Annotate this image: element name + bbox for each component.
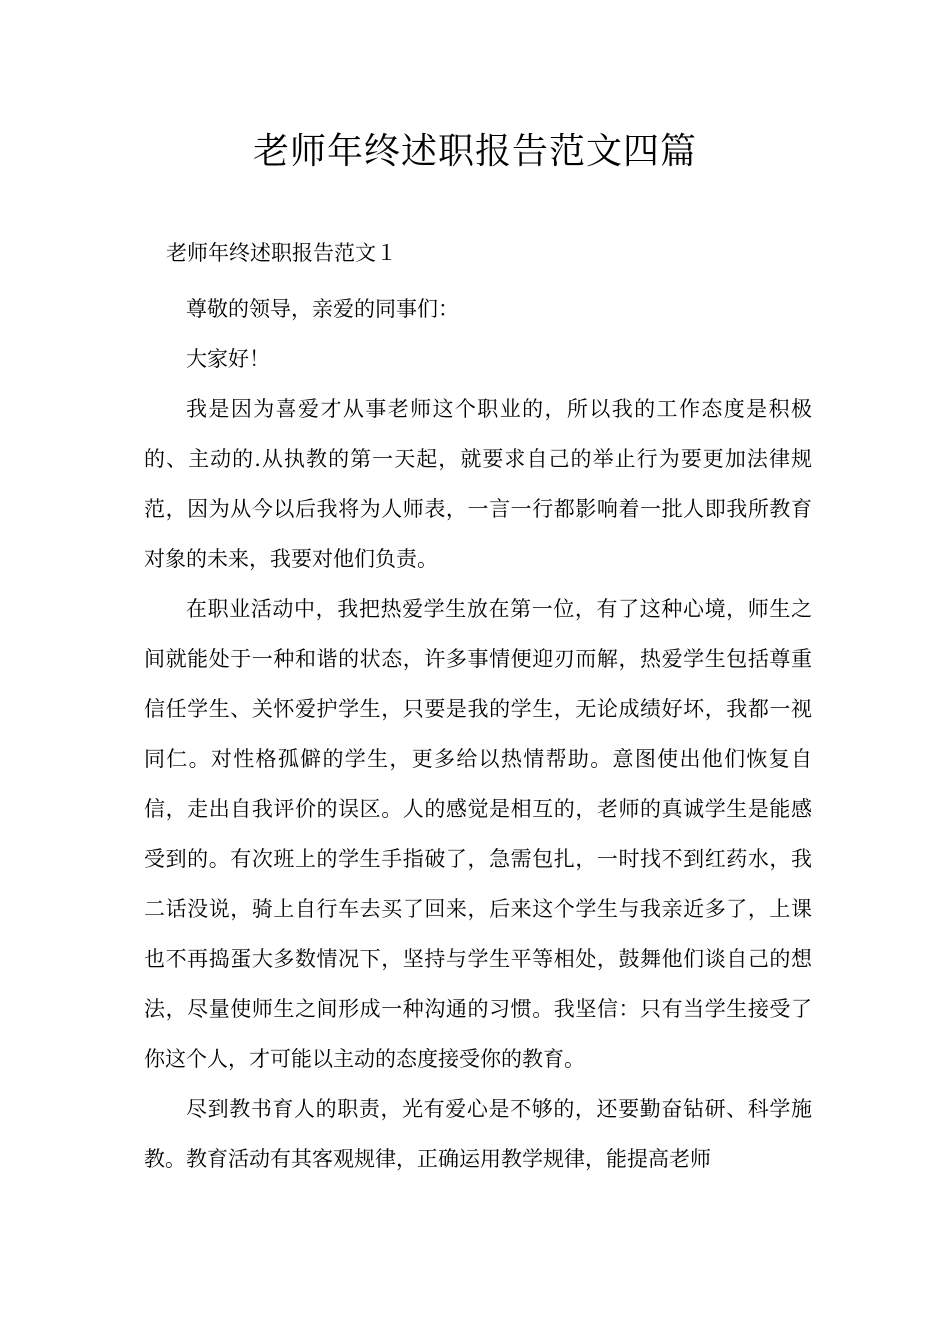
paragraph: 尽到教书育人的职责，光有爱心是不够的，还要勤奋钻研、科学施教。教育活动有其客观规律，正确运用教学规律，能提高老师 — [144, 1097, 812, 1171]
paragraph: 在职业活动中，我把热爱学生放在第一位，有了这种心境，师生之间就能处于一种和谐的状态，许多事情便迎刃而解，热爱学生包括尊重信任学生、关怀爱护学生，只要是我的学生，无论成绩好坏，我都一视同仁。对性格孤僻的学生，更多给以热情帮助。意图使出他们恢复自信，走出自我评价的误区。人的感觉是相互的，老师的真诚学生是能感受到的。有次班上的学生手指破了，急需包扎，一时找不到红药水，我二话没说，骑上自行车去买了回来，后来这个学生与我亲近多了，上课也不再捣蛋大多数情况下，坚持与学生平等相处，鼓舞他们谈自己的想法，尽量使师生之间形成一种沟通的习惯。我坚信：只有当学生接受了你这个人，才可能以主动的态度接受你的教育。 — [144, 597, 812, 1071]
paragraph: 我是因为喜爱才从事老师这个职业的，所以我的工作态度是积极的、主动的.从执教的第一天起，就要求自己的举止行为要更加法律规范，因为从今以后我将为人师表，一言一行都影响着一批人即我所教育对象的未来，我要对他们负责。 — [144, 397, 812, 571]
section-title: 老师年终述职报告范文１ — [166, 241, 397, 265]
paragraph-greeting: 大家好！ — [186, 347, 270, 371]
paragraph-salutation: 尊敬的领导，亲爱的同事们： — [186, 297, 459, 321]
document-title: 老师年终述职报告范文四篇 — [252, 131, 697, 172]
document-body — [144, 284, 812, 1184]
